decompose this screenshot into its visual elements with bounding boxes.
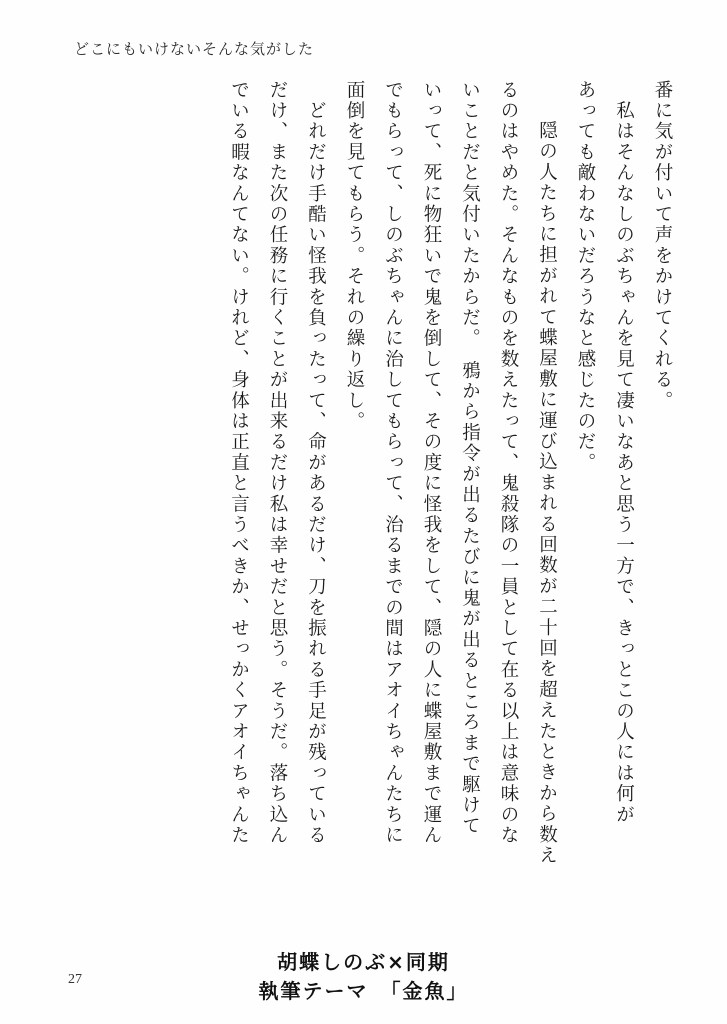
caption-line-pairing: 胡蝶しのぶ×同期 bbox=[277, 950, 450, 974]
text-column: 面倒を見てもらう。それの繰り返し。 bbox=[344, 80, 364, 432]
text-column: でいる暇なんてない。けれど、身体は正直と言うべきか、せっかくアオイちゃんた bbox=[228, 80, 249, 846]
text-column: だけ、また次の任務に行くことが出来るだけ私は幸せだと思う。そうだ。落ち込ん bbox=[267, 80, 287, 846]
caption-line-theme: 執筆テーマ 「金魚」 bbox=[258, 979, 469, 1003]
text-column: でもらって、しのぶちゃんに治してもらって、治るまでの間はアオイちゃんたちに bbox=[382, 80, 403, 846]
text-column: いことだと気付いたからだ。 鴉から指令が出るたびに鬼が出るところまで駆けて bbox=[459, 80, 480, 837]
bottom-caption bbox=[0, 948, 727, 1006]
text-column: いって、死に物狂いで鬼を倒して、その度に怪我をして、隠の人に蝶屋敷まで運ん bbox=[421, 80, 441, 846]
text-column: 番に気が付いて声をかけてくれる。 bbox=[652, 80, 672, 412]
running-header: どこにもいけないそんな気がした bbox=[74, 42, 315, 58]
page-number: 27 bbox=[68, 972, 82, 987]
text-column: るのはやめた。そんなものを数えたって、鬼殺隊の一員として在る以上は意味のな bbox=[498, 80, 518, 846]
text-column: あっても敵わないだろうなと感じたのだ。 bbox=[575, 80, 595, 474]
text-column: 隠の人たちに担がれて蝶屋敷に運び込まれる回数が二十回を超えたときから数え bbox=[536, 100, 557, 866]
text-column: 私はそんなしのぶちゃんを見て凄いなあと思う一方で、きっとこの人には何が bbox=[613, 80, 634, 826]
vertical-text-body bbox=[56, 80, 681, 940]
text-column: どれだけ手酷い怪我を負ったって、命があるだけ、刀を振れる手足が残っている bbox=[305, 80, 326, 846]
